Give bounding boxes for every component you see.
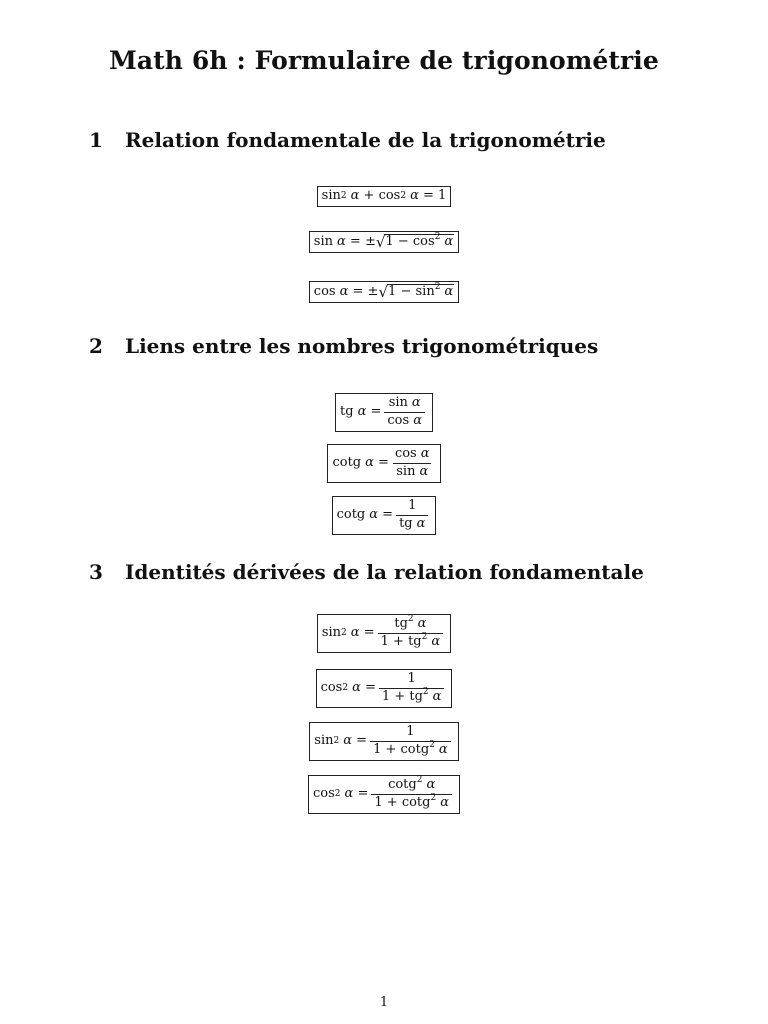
formula-box: cos α = ± √ $1 - \sin^2 \alpha$ — [309, 281, 459, 303]
formula-box: cotg α = $\frac{1}{\text{tg α}}$ — [332, 496, 437, 535]
formula-cotg-definition — [0, 444, 768, 483]
formula-box: cotg α = $\frac{\text{cos α}}{\text{sin α}}$ — [327, 444, 440, 483]
document-title: Math 6h : Formulaire de trigonométrie — [109, 46, 659, 75]
fraction: $\frac{1}{\text{tg α}}$ — [396, 499, 428, 532]
section-number: 2 — [89, 334, 103, 358]
formula-box: sin α = ± √ $1 - \cos^2 \alpha$ — [309, 231, 459, 253]
section-heading — [89, 128, 606, 152]
page-number: 1 — [379, 995, 389, 1010]
section-number: 3 — [89, 560, 103, 584]
section-heading — [89, 560, 644, 584]
formula-cos2-from-tg — [0, 669, 768, 708]
formula-cos-from-sin — [0, 281, 768, 303]
section-title: Liens entre les nombres trigonométriques — [125, 334, 599, 358]
formula-sin2-from-tg — [0, 614, 768, 653]
fraction: $\frac{\cot g^2 \alpha}{1 + \cot g^2 \alpha}$ — [371, 778, 452, 811]
square-root: √ $1 - \cos^2 \alpha$ — [375, 232, 454, 251]
formula-cos2-from-cotg — [0, 775, 768, 814]
section-number: 1 — [89, 128, 103, 152]
square-root: √ $1 - \sin^2 \alpha$ — [378, 282, 454, 301]
fraction: $\frac{\text{cos α}}{\text{sin α}}$ — [394, 446, 430, 479]
fraction: $\frac{\text{sin α}}{\text{cos α}}$ — [384, 396, 425, 429]
formula-box: sin 2 α + cos 2 α = 1 — [317, 186, 452, 207]
formula-box: tg α = $\frac{\text{sin α}}{\text{cos α}}$ — [335, 393, 433, 432]
fraction: $\frac{1}{1 + tg^2 \alpha}$ — [379, 672, 445, 705]
formula-cotg-reciprocal — [0, 496, 768, 535]
section-heading — [89, 334, 598, 358]
formula-pythagorean-identity — [0, 186, 768, 207]
formula-sin2-from-cotg — [0, 722, 768, 761]
formula-box: sin 2 α = $\frac{1}{1 + \cot g^2 \alpha}$ — [309, 722, 458, 761]
section-title: Identités dérivées de la relation fondamentale — [125, 560, 644, 584]
fraction: $\frac{1}{1 + \cot g^2 \alpha}$ — [370, 725, 451, 758]
formula-sin-from-cos — [0, 231, 768, 253]
fraction: $\frac{tg^2 \alpha}{1 + tg^2 \alpha}$ — [378, 617, 444, 650]
formula-box: cos 2 α = $\frac{\cot g^2 \alpha}{1 + \cot g^2 \alpha}$ — [308, 775, 460, 814]
formula-tg-definition — [0, 393, 768, 432]
section-title: Relation fondamentale de la trigonométrie — [125, 128, 606, 152]
formula-box: cos 2 α = $\frac{1}{1 + tg^2 \alpha}$ — [316, 669, 453, 708]
formula-box: sin 2 α = $\frac{tg^2 \alpha}{1 + tg^2 \alpha}$ — [317, 614, 451, 653]
